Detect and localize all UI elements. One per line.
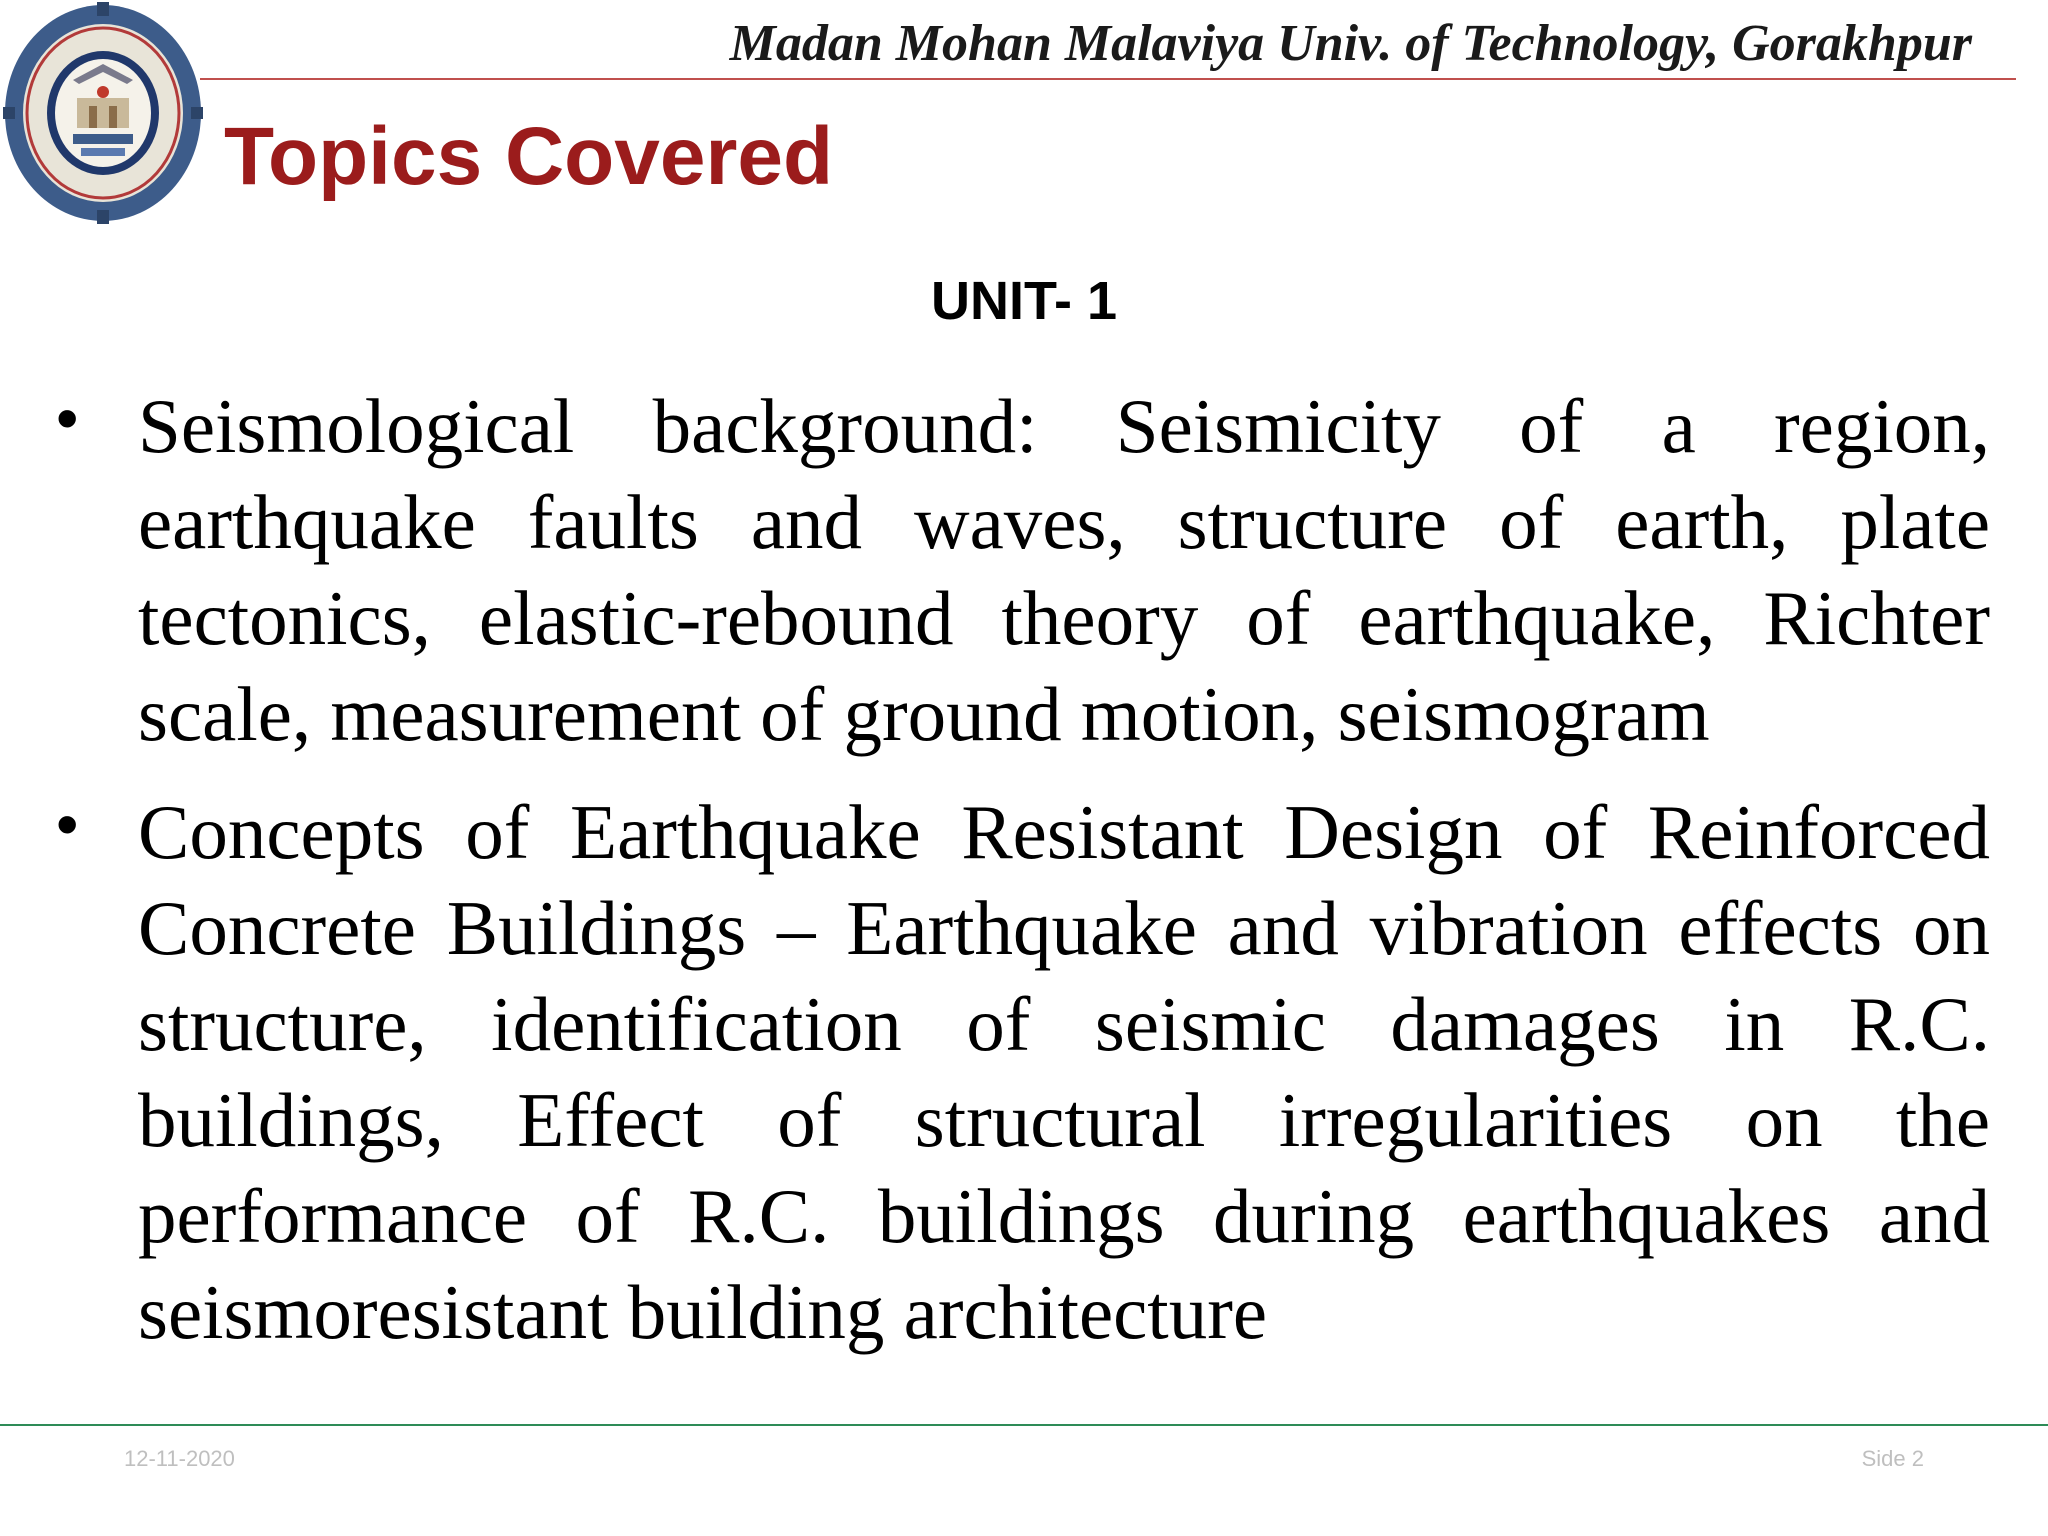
university-seal-icon	[3, 2, 203, 224]
bullet-icon: •	[56, 788, 79, 860]
topic-list	[0, 378, 2048, 1382]
page-title: Topics Covered	[224, 111, 834, 202]
slide-number: Side 2	[1861, 1446, 1924, 1471]
unit-heading: UNIT- 1	[930, 271, 1118, 331]
institution-name: Madan Mohan Malaviya Univ. of Technology, Gorakhpur	[729, 15, 1972, 72]
list-item	[0, 378, 2048, 762]
topic-text: Concepts of Earthquake Resistant Design of Reinforced Concrete Buildings – Earthquake and vibration effects on structure, identification of seismic damages in R.C. buildings, Effect of structural irregularities on the performance of R.C. buildings during earthquakes and seismoresistant building architecture	[138, 789, 1990, 1355]
header-divider	[200, 78, 2016, 80]
bullet-icon: •	[56, 382, 79, 454]
topic-text: Seismological background: Seismicity of a region, earthquake faults and waves, structure of earth, plate tectonics, elastic-rebound theory of earthquake, Richter scale, measurement of ground motion, seismogram	[138, 383, 1990, 757]
footer-date: 12-11-2020	[124, 1446, 235, 1471]
footer-divider	[0, 1424, 2048, 1426]
list-item	[0, 784, 2048, 1360]
